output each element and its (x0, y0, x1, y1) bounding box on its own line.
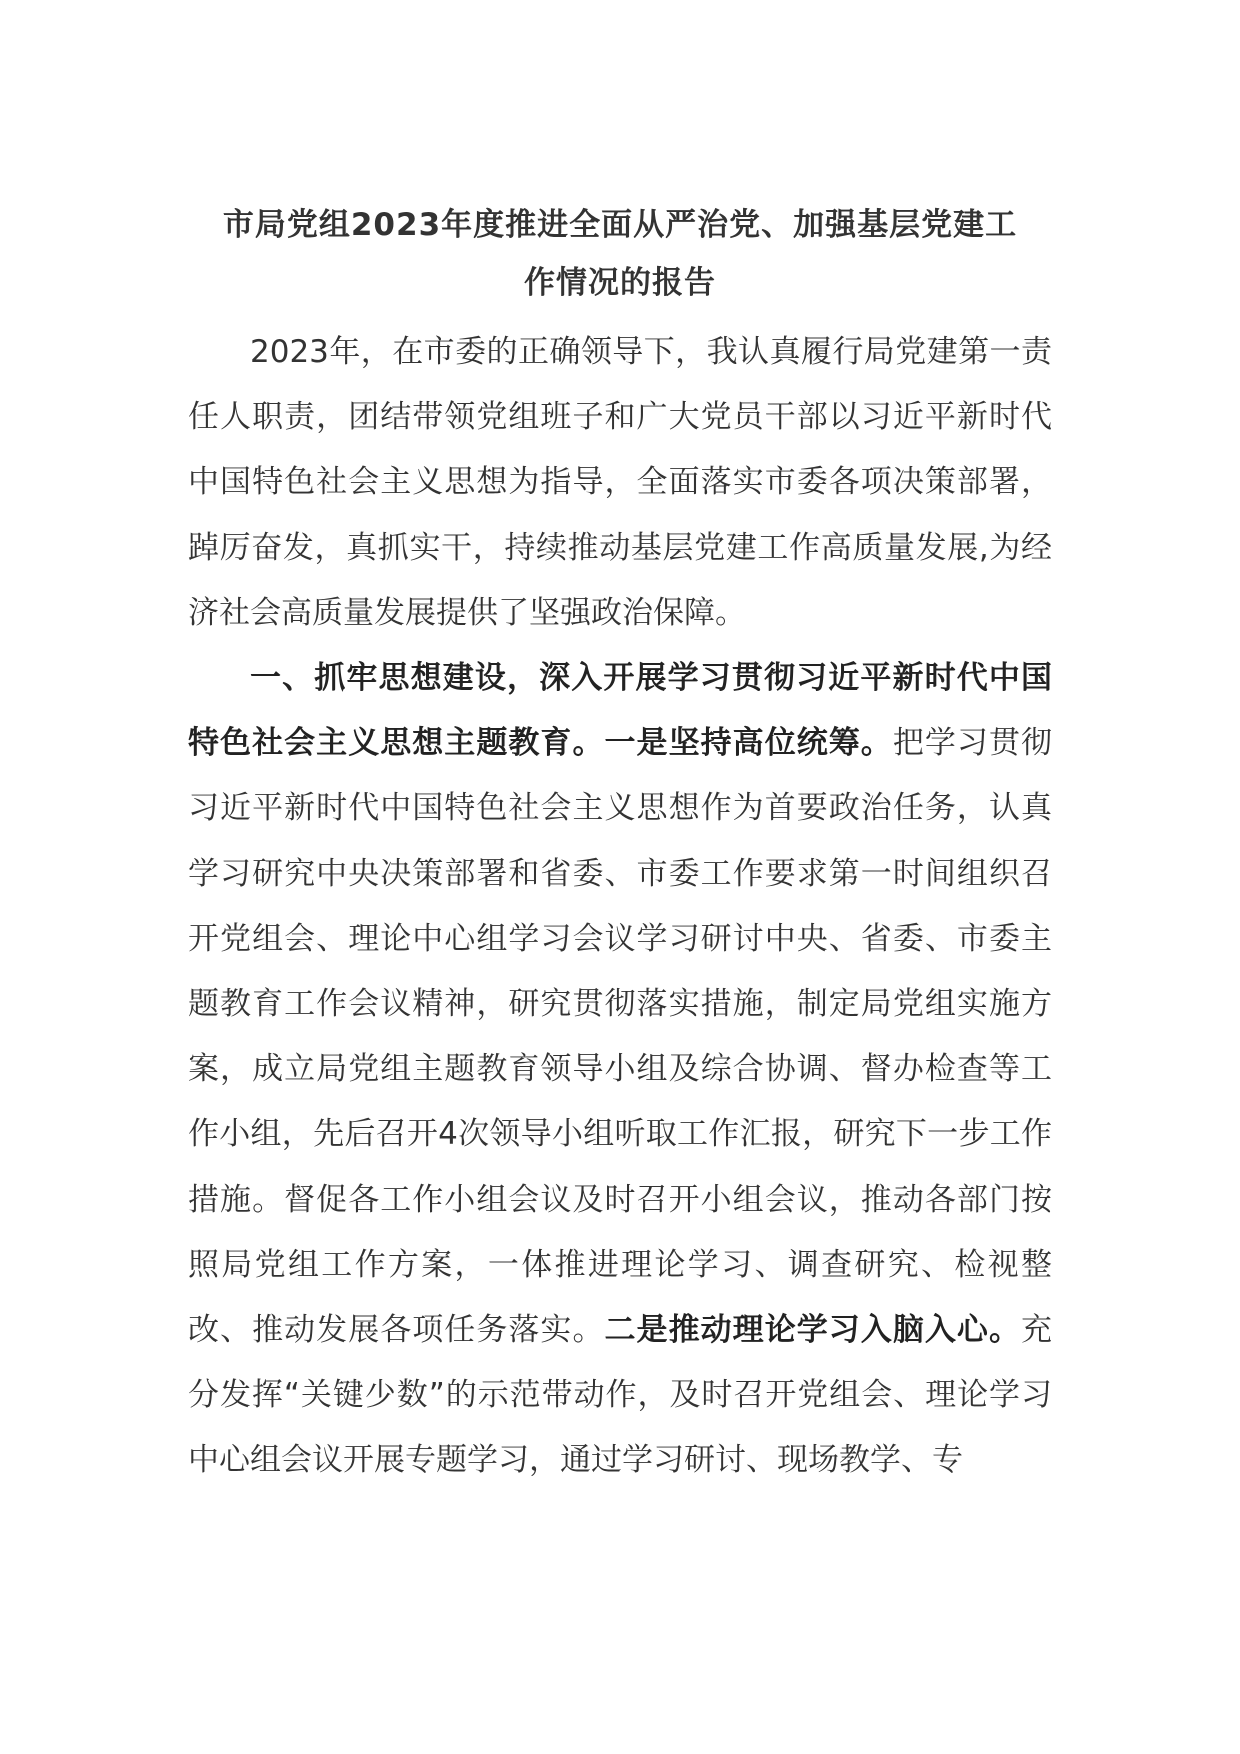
text-run: 2023年，在市委的正确领导下，我认真履行局党建第一责任人职责，团结带领党组班子和广大党员干部以习近平新时代中国特色社会主义思想为指导，全面落实市委各项决策部署，踔厉奋发，真抓实干，持续推动基层党建工作高质量发展,为经济社会高质量发展提供了坚强政治保障。 (188, 334, 1052, 631)
section-heading: 一、抓牢思想建设，深入开展学习贯彻习近平新时代中国特色社会主义思想主题教育。 (188, 660, 1052, 762)
document-body (188, 320, 1052, 1494)
title-line-1: 市局党组2023年度推进全面从严治党、加强基层党建工 (222, 207, 1018, 243)
text-run: 把学习贯彻习近平新时代中国特色社会主义思想作为首要政治任务，认真学习研究中央决策部署和省委、市委工作要求第一时间组织召开党组会、理论中心组学习会议学习研讨中央、省委、市委主题教育工作会议精神，研究贯彻落实措施，制定局党组实施方案，成立局党组主题教育领导小组及综合协调、督办检查等工作小组，先后召开4次领导小组听取工作汇报，研究下一步工作措施。督促各工作小组会议及时召开小组会议，推动各部门按照局党组工作方案，一体推进理论学习、调查研究、检视整改、推动发展各项任务落实。 (188, 725, 1053, 1349)
text-run: 充分发挥“关键少数”的示范带动作，及时召开党组会、理论学习中心组会议开展专题学习，通过学习研讨、现场教学、专 (188, 1312, 1052, 1479)
document-page (188, 196, 1052, 1494)
point-heading-1: 一是坚持高位统筹。 (604, 725, 893, 762)
title-line-2: 作情况的报告 (524, 265, 716, 301)
paragraph-intro (188, 320, 1052, 646)
point-heading-2: 二是推动理论学习入脑入心。 (604, 1312, 1021, 1349)
paragraph-section-1 (188, 646, 1052, 1494)
document-title (188, 196, 1052, 312)
